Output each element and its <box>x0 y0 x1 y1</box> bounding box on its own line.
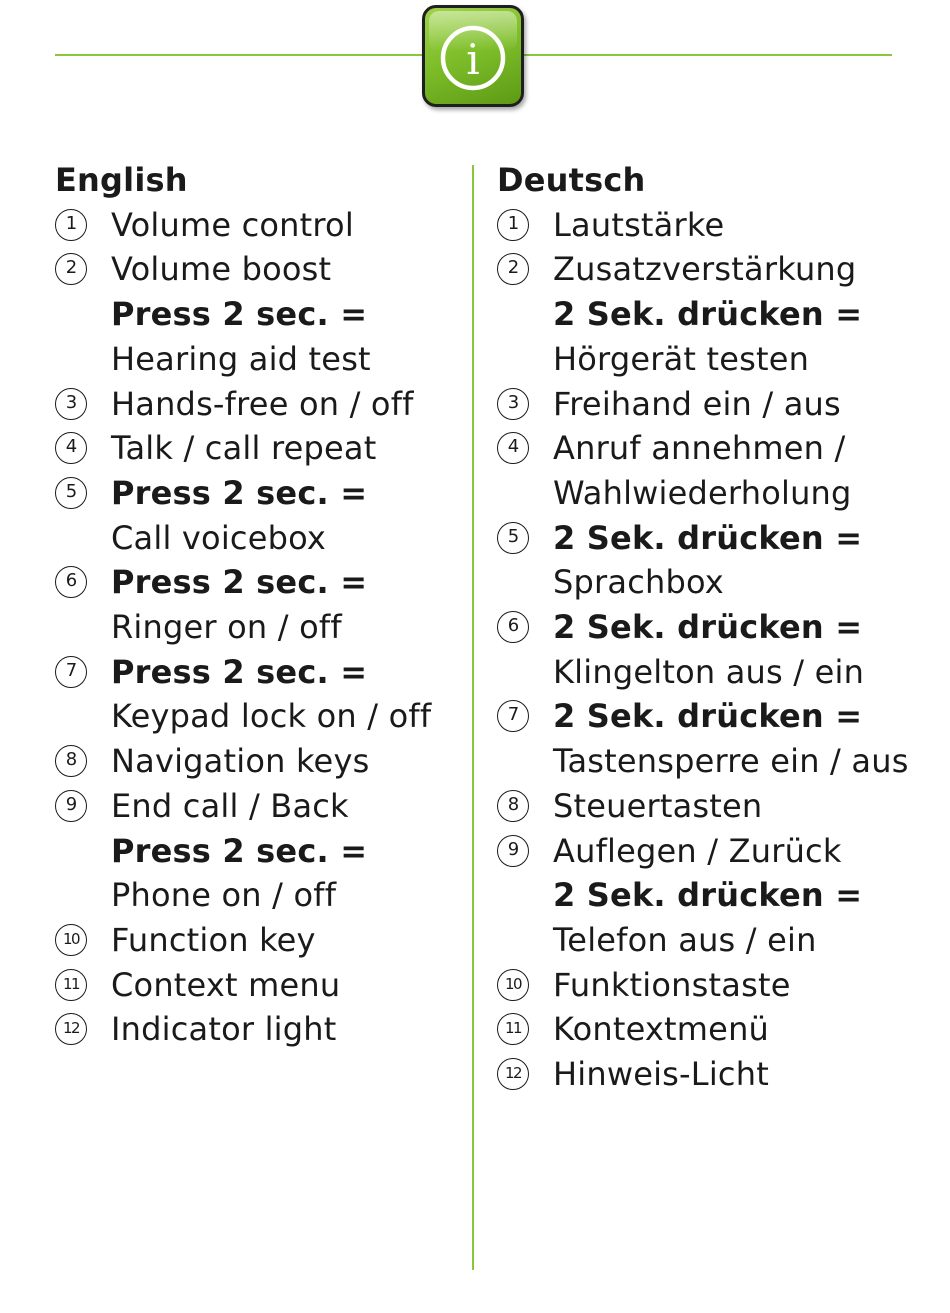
item-number-badge: 9 <box>55 790 87 822</box>
legend-item <box>55 560 455 649</box>
deutsch-column <box>497 158 917 1097</box>
legend-item <box>55 739 455 784</box>
item-number-badge: 6 <box>497 611 529 643</box>
deutsch-heading: Deutsch <box>497 161 646 199</box>
legend-item <box>497 1007 917 1052</box>
item-number-badge: 7 <box>55 656 87 688</box>
legend-item <box>497 516 917 605</box>
item-number-badge: 1 <box>55 209 87 241</box>
item-label: Context menu <box>111 965 341 1004</box>
svg-text:i: i <box>466 35 480 84</box>
item-instruction: Press 2 sec. = <box>111 295 368 334</box>
item-number-badge: 2 <box>497 253 529 285</box>
info-badge <box>422 5 524 107</box>
legend-item <box>497 605 917 694</box>
item-label: Volume boost <box>111 250 332 289</box>
item-number-badge: 12 <box>497 1058 529 1090</box>
header-rule-left <box>55 54 427 56</box>
item-instruction: 2 Sek. drücken = <box>553 295 863 334</box>
item-instruction: 2 Sek. drücken = <box>553 518 863 557</box>
legend-item <box>55 963 455 1008</box>
legend-item <box>55 203 455 248</box>
item-number-badge: 4 <box>55 432 87 464</box>
info-icon <box>425 8 521 104</box>
item-label: Call voicebox <box>111 518 327 557</box>
legend-item <box>55 1007 455 1052</box>
legend-item <box>497 426 917 515</box>
item-label: Freihand ein / aus <box>553 384 841 423</box>
legend-item <box>497 382 917 427</box>
item-label: Navigation keys <box>111 742 370 781</box>
item-number-badge: 10 <box>497 969 529 1001</box>
item-label: Sprachbox <box>553 563 724 602</box>
item-label: Auflegen / Zurück <box>553 831 842 870</box>
item-label: Hörgerät testen <box>553 339 810 378</box>
english-heading: English <box>55 161 188 199</box>
item-label: Kontextmenü <box>553 1010 770 1049</box>
item-number-badge: 3 <box>497 388 529 420</box>
legend-item <box>497 694 917 783</box>
item-number-badge: 11 <box>497 1013 529 1045</box>
item-number-badge: 2 <box>55 253 87 285</box>
item-number-badge: 10 <box>55 924 87 956</box>
item-label: Lautstärke <box>553 205 725 244</box>
legend-item <box>55 650 455 739</box>
item-label: Tastensperre ein / aus <box>553 742 909 781</box>
header-rule-right <box>522 54 892 56</box>
deutsch-list <box>497 203 917 1097</box>
item-instruction: 2 Sek. drücken = <box>553 876 863 915</box>
item-instruction: Press 2 sec. = <box>111 563 368 602</box>
item-number-badge: 12 <box>55 1013 87 1045</box>
item-label: Hearing aid test <box>111 339 371 378</box>
item-label: Function key <box>111 920 316 959</box>
item-number-badge: 5 <box>497 522 529 554</box>
legend-item <box>55 784 455 918</box>
legend-item <box>55 471 455 560</box>
legend-item <box>497 247 917 381</box>
item-label: Ringer on / off <box>111 608 342 647</box>
item-label: Steuertasten <box>553 786 763 825</box>
item-label: Keypad lock on / off <box>111 697 432 736</box>
item-instruction: 2 Sek. drücken = <box>553 697 863 736</box>
legend-item <box>55 382 455 427</box>
english-list <box>55 203 455 1052</box>
item-number-badge: 5 <box>55 477 87 509</box>
item-number-badge: 3 <box>55 388 87 420</box>
item-label: Zusatzverstärkung <box>553 250 857 289</box>
item-number-badge: 11 <box>55 969 87 1001</box>
item-number-badge: 1 <box>497 209 529 241</box>
item-number-badge: 4 <box>497 432 529 464</box>
item-number-badge: 8 <box>497 790 529 822</box>
english-column <box>55 158 455 1052</box>
item-label: Anruf annehmen / <box>553 429 846 468</box>
item-label: Hands-free on / off <box>111 384 414 423</box>
item-number-badge: 9 <box>497 835 529 867</box>
item-number-badge: 6 <box>55 566 87 598</box>
item-label: Talk / call repeat <box>111 429 377 468</box>
legend-item <box>497 203 917 248</box>
legend-item <box>497 829 917 963</box>
item-label: Funktionstaste <box>553 965 791 1004</box>
legend-item <box>55 247 455 381</box>
item-label: Phone on / off <box>111 876 337 915</box>
legend-item <box>497 1052 917 1097</box>
item-label: Telefon aus / ein <box>553 920 817 959</box>
item-instruction: 2 Sek. drücken = <box>553 608 863 647</box>
item-label: Hinweis-Licht <box>553 1055 769 1094</box>
legend-item <box>55 918 455 963</box>
item-label: Klingelton aus / ein <box>553 652 865 691</box>
item-instruction: Press 2 sec. = <box>111 831 368 870</box>
legend-item <box>497 963 917 1008</box>
column-divider <box>472 165 474 1270</box>
item-number-badge: 7 <box>497 700 529 732</box>
item-label: Volume control <box>111 205 354 244</box>
legend-item <box>497 784 917 829</box>
item-label: Wahlwiederholung <box>553 473 852 512</box>
item-label: Indicator light <box>111 1010 337 1049</box>
item-instruction: Press 2 sec. = <box>111 473 368 512</box>
item-instruction: Press 2 sec. = <box>111 652 368 691</box>
item-number-badge: 8 <box>55 745 87 777</box>
item-label: End call / Back <box>111 786 349 825</box>
legend-item <box>55 426 455 471</box>
